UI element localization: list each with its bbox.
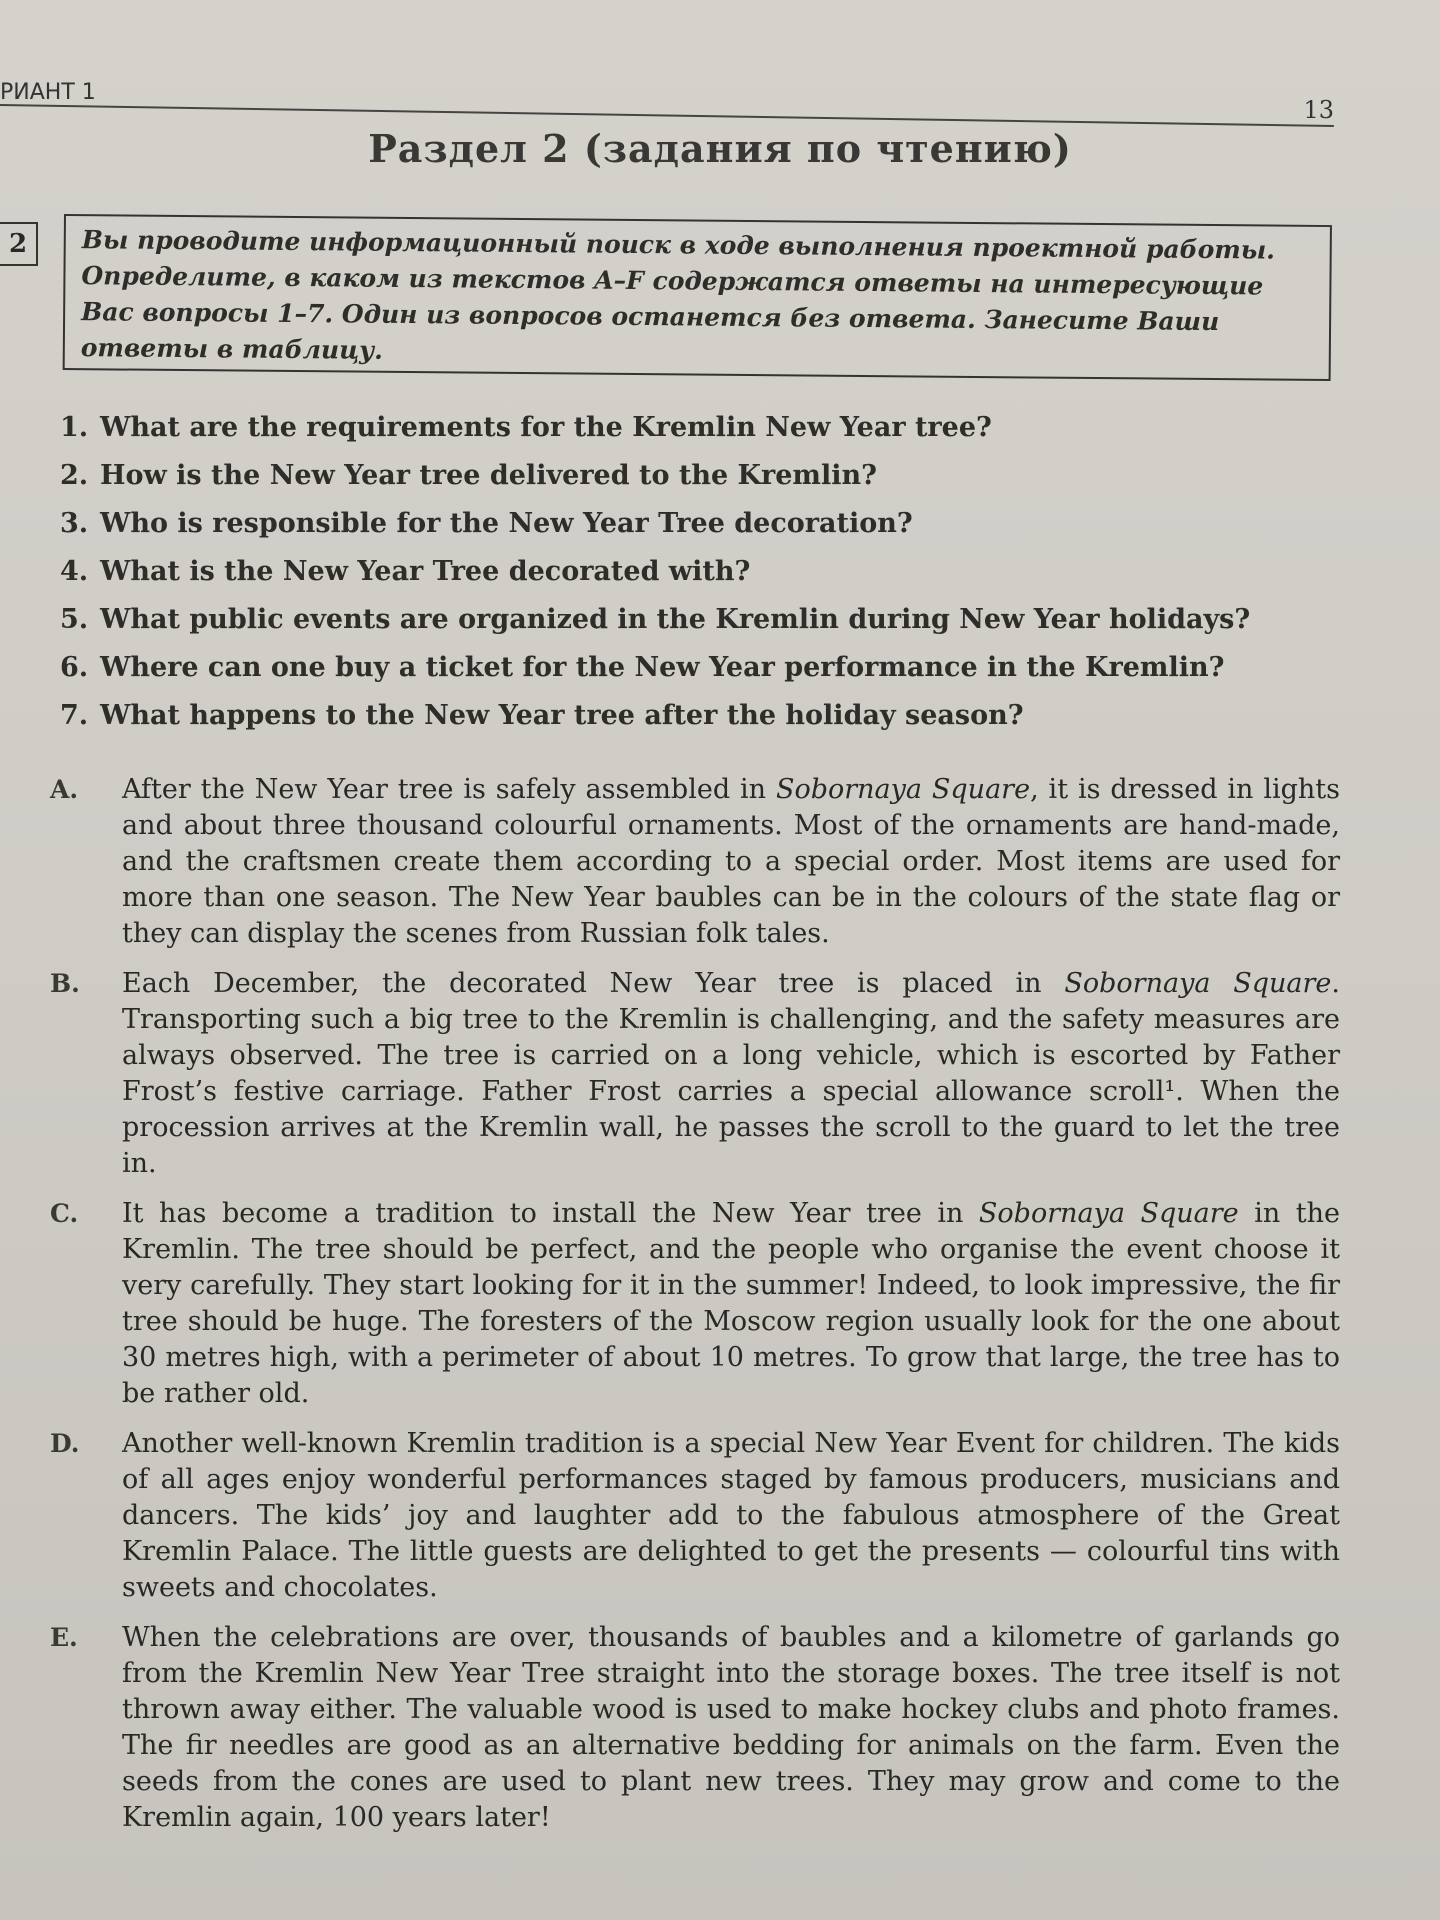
question-item xyxy=(60,548,1360,596)
text-passage-a xyxy=(50,772,1340,952)
passage-body: Another well-known Kremlin tradition is a special New Year Event for children. The kids of all ages enjoy wonderful performances staged by famous producers, musicians and dancers. The kids’ joy and laughter add to the fabulous atmosphere of the Great Kremlin Palace. The little guests are delighted to get the presents — colourful tins with sweets and chocolates. xyxy=(122,1428,1340,1603)
place-name: Sobornaya Square xyxy=(978,1198,1239,1229)
question-text: What is the New Year Tree decorated with? xyxy=(100,556,751,587)
passage-letter: E. xyxy=(50,1623,78,1652)
question-text: What happens to the New Year tree after the holiday season? xyxy=(100,700,1024,731)
text-passage-e xyxy=(50,1620,1340,1836)
question-list xyxy=(60,404,1360,740)
question-number: 2. xyxy=(60,460,89,491)
passage-letter: A. xyxy=(50,775,79,804)
passage-body: After the New Year tree is safely assembled in Sobornaya Square, it is dressed in lights and about three thousand colourful ornaments. Most of the ornaments are hand-made, and the craftsmen create them according to a special order. Most items are used for more than one season. The New Year baubles can be in the colours of the state flag or they can display the scenes from Russian folk tales. xyxy=(122,774,1340,949)
place-name: Sobornaya Square xyxy=(1064,968,1332,999)
question-number: 6. xyxy=(60,652,89,683)
question-item xyxy=(60,404,1360,452)
passage-body: Each December, the decorated New Year tree is placed in Sobornaya Square. Transporting such a big tree to the Kremlin is challenging, and the safety measures are always observed. The tree is carried on a long vehicle, which is escorted by Father Frost’s festive carriage. Father Frost carries a special allowance scroll¹. When the procession arrives at the Kremlin wall, he passes the scroll to the guard to let the tree in. xyxy=(122,968,1340,1179)
page-number: 13 xyxy=(1303,96,1334,124)
question-text: Where can one buy a ticket for the New Year performance in the Kremlin? xyxy=(100,652,1225,683)
question-item xyxy=(60,644,1360,692)
question-item xyxy=(60,500,1360,548)
variant-header: РИАНТ 1 xyxy=(0,80,96,105)
question-item xyxy=(60,452,1360,500)
section-title: Раздел 2 (задания по чтению) xyxy=(368,126,1072,171)
question-text: What are the requirements for the Kremlin New Year tree? xyxy=(100,412,992,443)
text-passage-c xyxy=(50,1196,1340,1412)
passage-letter: C. xyxy=(50,1199,79,1228)
question-item xyxy=(60,692,1360,740)
text-passage-d xyxy=(50,1426,1340,1606)
question-number: 1. xyxy=(60,412,89,443)
text-passages xyxy=(50,772,1340,1850)
question-text: Who is responsible for the New Year Tree decoration? xyxy=(100,508,913,539)
question-number: 4. xyxy=(60,556,89,587)
question-number: 5. xyxy=(60,604,89,635)
passage-letter: D. xyxy=(50,1429,80,1458)
question-item xyxy=(60,596,1360,644)
question-text: What public events are organized in the Kremlin during New Year holidays? xyxy=(100,604,1251,635)
passage-body: When the celebrations are over, thousands of baubles and a kilometre of garlands go from the Kremlin New Year Tree straight into the storage boxes. The tree itself is not thrown away either. The valuable wood is used to make hockey clubs and photo frames. The fir needles are good as an alternative bedding for animals on the farm. Even the seeds from the cones are used to plant new trees. They may grow and come to the Kremlin again, 100 years later! xyxy=(122,1622,1340,1833)
passage-body: It has become a tradition to install the New Year tree in Sobornaya Square in the Kremlin. The tree should be perfect, and the people who organise the event choose it very carefully. They start looking for it in the summer! Indeed, to look impressive, the fir tree should be huge. The foresters of the Moscow region usually look for the one about 30 metres high, with a perimeter of about 10 metres. To grow that large, the tree has to be rather old. xyxy=(122,1198,1340,1409)
question-number: 7. xyxy=(60,700,89,731)
place-name: Sobornaya Square xyxy=(775,774,1031,805)
task-instruction: Вы проводите информационный поиск в ходе выполнения проектной работы. Определите, в каком из текстов A–F содержатся ответы на интересующие Вас вопросы 1–7. Один из вопросов останется без ответа. Занесите Ваши ответы в таблицу. xyxy=(63,214,1332,381)
question-text: How is the New Year tree delivered to the Kremlin? xyxy=(100,460,877,491)
question-number: 3. xyxy=(60,508,89,539)
header-divider xyxy=(0,104,1334,127)
passage-letter: B. xyxy=(50,969,80,998)
text-passage-b xyxy=(50,966,1340,1182)
task-number: 2 xyxy=(0,222,38,266)
